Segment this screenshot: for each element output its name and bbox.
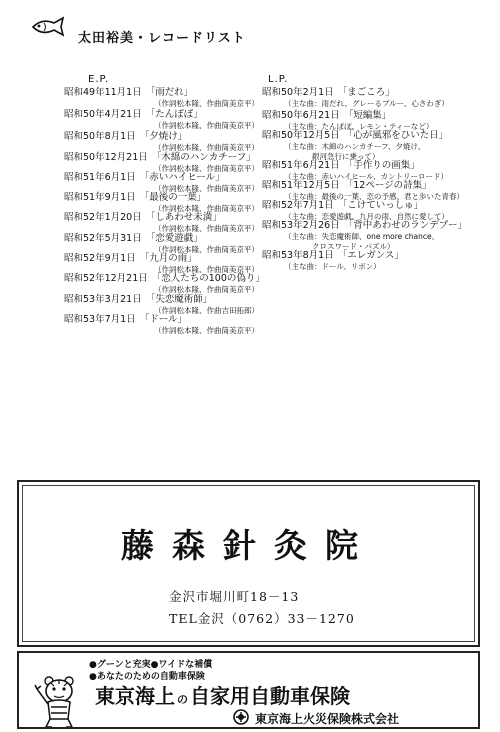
ad-headline-product: 自家用自動車保険 [190,684,350,708]
ad-bullet: ●あなたのための自動車保険 [89,672,205,682]
entry-title: 「木綿のハンカチーフ」 [151,152,256,163]
entry-date: 昭和52年7月1日 [262,200,334,211]
entry-title: 「最後の一葉」 [139,192,207,203]
entry-title: 「九月の雨」 [139,253,197,264]
entry-credit: （作詞松本隆、作曲筒美京平） [154,164,259,173]
entry-title: 「恋人たちの100の偽り」 [151,273,265,284]
ep-entry [64,152,259,174]
entry-date: 昭和53年8月1日 [262,250,334,261]
ad-bullet: ●グーンと充実●ワイドな補償 [89,660,213,670]
ep-entry [64,172,259,194]
entry-date: 昭和51年9月1日 [64,192,136,203]
clinic-address: 金沢市堀川町18－13 [169,589,300,604]
tiger-mascot-icon [27,667,89,729]
entry-title: 「エレガンス」 [337,250,404,261]
entry-credit: （主な曲：失恋魔術師、one more chance、 [284,232,440,241]
lp-heading: L.P. [268,74,289,85]
entry-credit: （作詞松本隆、作曲筒美京平） [154,224,259,233]
entry-credit: （作詞松本隆、作曲筒美京平） [154,204,259,213]
page-title: 太田裕美・レコードリスト [78,31,246,46]
entry-credit: （作詞松本隆、作曲筒美京平） [154,184,259,193]
entry-credit: （主な曲：恋愛遊戯、九月の雨、自然に愛して） [284,212,449,221]
lp-entry [262,160,448,182]
ep-heading: E.P. [88,74,110,85]
tokio-marine-logo-icon [233,709,249,725]
entry-credit: （主な曲：木綿のハンカチーフ、夕焼け、 [284,142,426,151]
insurance-ad [17,651,480,729]
ep-entry [64,273,265,295]
entry-credit: （主な曲：雨だれ、グレーるブルー、心さわぎ） [284,99,449,108]
entry-title: 「手作りの画集」 [343,160,420,171]
lp-entry [262,110,433,132]
entry-title: 「こけていっしゅ」 [337,200,424,211]
entry-date: 昭和50年12月5日 [262,130,340,141]
entry-date: 昭和52年1月20日 [64,212,142,223]
entry-title: 「ドール」 [139,314,187,325]
entry-credit: （作詞松本隆、作曲筒美京平） [154,245,259,254]
entry-date: 昭和53年7月1日 [64,314,136,325]
ad-headline-particle: の [177,693,188,706]
ep-entry [64,109,259,131]
entry-credit: （主な曲：最後の一葉、恋の予感、君と歩いた青春） [284,192,464,201]
entry-credit: （作詞松本隆、作曲筒美京平） [154,143,259,152]
entry-title: 「短編集」 [343,110,392,121]
entry-title: 「まごころ」 [337,87,395,98]
entry-credit: （作詞松本隆、作曲筒美京平） [154,326,259,335]
entry-date: 昭和52年9月1日 [64,253,136,264]
entry-credit: （主な曲：ドール、リボン） [284,262,381,271]
lp-entry [262,200,449,222]
ep-entry [64,233,259,255]
entry-title: 「しあわせ未満」 [145,212,222,223]
entry-date: 昭和50年4月21日 [64,109,142,120]
entry-credit: （作詞松本隆、作曲吉田拓郎） [154,306,259,315]
entry-date: 昭和53年3月21日 [64,294,142,305]
lp-entry [262,130,448,162]
ep-entry [64,87,259,109]
entry-date: 昭和52年5月31日 [64,233,142,244]
entry-date: 昭和51年12月5日 [262,180,340,191]
entry-date: 昭和50年12月21日 [64,152,148,163]
entry-title: 「心が風邪をひいた日」 [343,130,449,141]
clinic-ad [17,480,480,647]
entry-title: 「12ページの詩集」 [343,180,432,191]
entry-credit: （作詞松本隆、作曲筒美京平） [154,99,259,108]
insurance-company-name: 東京海上火災保険株式会社 [255,712,400,726]
clinic-phone: TEL金沢（0762）33－1270 [169,611,355,626]
entry-title: 「たんぽぽ」 [145,109,203,120]
ep-entry [64,314,259,336]
entry-title: 「恋愛遊戯」 [145,233,203,244]
entry-date: 昭和50年8月1日 [64,131,136,142]
entry-credit: （作詞松本隆、作曲筒美京平） [154,121,259,130]
fish-icon [30,15,66,37]
entry-credit: （主な曲：たんぽぽ、レモン・ティーなど） [284,122,434,131]
entry-date: 昭和49年11月1日 [64,87,142,98]
entry-credit-cont: 銀河急行に乗って） [312,152,380,161]
entry-title: 「雨だれ」 [145,87,194,98]
ad-headline [95,680,350,709]
entry-date: 昭和51年6月1日 [64,172,136,183]
ep-entry [64,253,259,275]
entry-title: 「背中あわせのランデブー」 [343,220,467,231]
entry-title: 「赤いハイヒール」 [139,172,225,183]
entry-credit: （作詞松本隆、作曲筒美京平） [154,265,259,274]
entry-credit: （作詞松本隆、作曲筒美京平） [154,285,259,294]
lp-entry [262,87,449,109]
entry-date: 昭和50年2月1日 [262,87,334,98]
entry-credit-cont: クロスワード・パズル） [312,242,395,251]
ep-entry [64,192,259,214]
entry-date: 昭和52年12月21日 [64,273,148,284]
entry-title: 「失恋魔術師」 [145,294,213,305]
clinic-name: 藤森針灸院 [121,526,376,565]
lp-entry [262,250,404,272]
entry-title: 「夕焼け」 [139,131,188,142]
ep-entry [64,131,259,153]
entry-date: 昭和51年6月21日 [262,160,340,171]
entry-date: 昭和53年2月26日 [262,220,340,231]
entry-credit: （主な曲：赤いハイヒール、カントリーロード） [284,172,448,181]
entry-date: 昭和50年6月21日 [262,110,340,121]
ep-entry [64,294,259,316]
lp-entry [262,220,467,252]
ep-entry [64,212,259,234]
lp-entry [262,180,464,202]
ad-headline-brand: 東京海上 [95,684,175,708]
